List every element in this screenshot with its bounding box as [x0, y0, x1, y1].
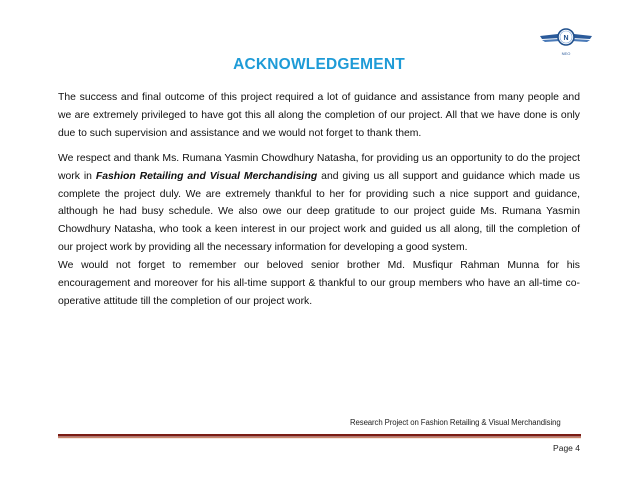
- footer-project-note: Research Project on Fashion Retailing & Visual Merchandising: [350, 418, 561, 427]
- project-title-emphasis: Fashion Retailing and Visual Merchandising: [95, 170, 318, 182]
- paragraph-2: [58, 150, 580, 257]
- page-title: ACKNOWLEDGEMENT: [233, 56, 405, 73]
- logo-badge-letter: N: [563, 35, 569, 42]
- paragraph-2-lead: We respect and thank Ms. Rumana Yasmin Chowdhury Natasha, for providing us an opportunity to do the project work in: [58, 153, 580, 182]
- logo-caption: NEO: [561, 51, 571, 56]
- paragraph-2-rest: and giving us all support and guidance which made us complete the project duly. We are extremely thankful to her for providing such a nice support and guidance, although he had busy schedule. We also owe our deep gratitude to our project guide Ms. Rumana Yasmin Chowdhury Natasha, who took a keen interest in our project work and guided us all along, till the completion of our project work by providing all the necessary information for developing a good system.: [58, 170, 580, 253]
- paragraph-1: The success and final outcome of this project required a lot of guidance and assistance from many people and we are extremely privileged to have got this all along the completion of our project. All that we have done is only due to such supervision and assistance and we would not forget to thank them.: [58, 92, 580, 139]
- footer-divider: [58, 434, 581, 439]
- page-number: Page 4: [553, 443, 580, 453]
- paragraph-3: We would not forget to remember our beloved senior brother Md. Musfiqur Rahman Munna for his encouragement and moreover for his all-time support & thankful to our group members who have an all-time co-operative attitude till the completion of our project work.: [58, 260, 580, 307]
